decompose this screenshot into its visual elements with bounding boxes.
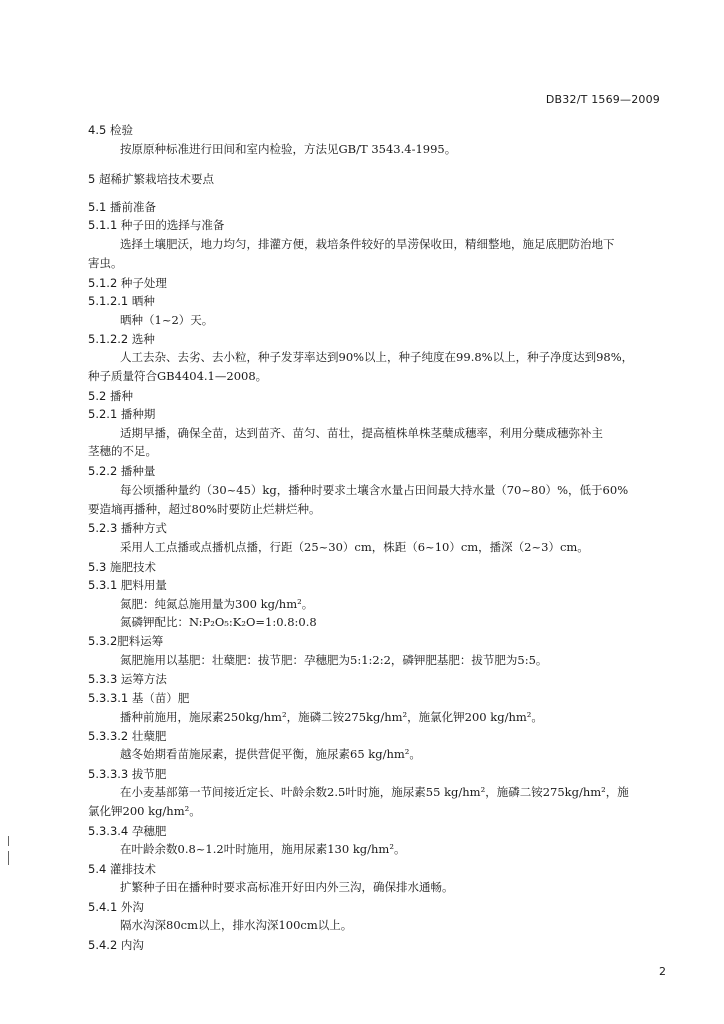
paragraph-line: 在小麦基部第一节间接近定长、叶龄余数2.5叶时施，施尿素55 kg/hm²，施磷二铵275kg/hm²，施 <box>120 785 629 799</box>
section-heading: 5.3.3.3 拔节肥 <box>88 767 167 781</box>
section-heading: 4.5 检验 <box>88 123 133 137</box>
section-heading: 5.1.1 种子田的选择与准备 <box>88 218 225 232</box>
paragraph-line: 越冬始期看苗施尿素，提供营促平衡，施尿素65 kg/hm²。 <box>120 747 421 761</box>
section-heading: 5 超稀扩繁栽培技术要点 <box>88 172 214 186</box>
section-heading: 5.3.3 运筹方法 <box>88 672 167 686</box>
paragraph-line: 在叶龄余数0.8~1.2叶时施用，施用尿素130 kg/hm²。 <box>120 842 406 856</box>
section-heading: 5.3.3.4 孕穗肥 <box>88 824 167 838</box>
section-heading: 5.3.1 肥料用量 <box>88 578 167 592</box>
section-heading: 5.1.2.1 晒种 <box>88 294 155 308</box>
paragraph-line: 播种前施用，施尿素250kg/hm²，施磷二铵275kg/hm²，施氯化钾200 kg/hm²。 <box>120 710 543 724</box>
paragraph-line: 扩繁种子田在播种时要求高标准开好田内外三沟，确保排水通畅。 <box>120 880 454 894</box>
scan-margin-mark <box>8 836 9 846</box>
paragraph-line: 要造墒再播种，超过80%时要防止烂耕烂种。 <box>88 502 321 516</box>
paragraph-line: 茎穗的不足。 <box>88 444 157 458</box>
paragraph-line: 害虫。 <box>88 256 123 270</box>
paragraph-line: 人工去杂、去劣、去小粒，种子发芽率达到90%以上，种子纯度在99.8%以上，种子净度达到98%， <box>120 350 634 364</box>
section-heading: 5.2.1 播种期 <box>88 407 156 421</box>
page-number: 2 <box>659 965 666 978</box>
section-heading: 5.2 播种 <box>88 389 133 403</box>
section-heading: 5.1.2.2 选种 <box>88 332 155 346</box>
section-heading: 5.3.2肥料运筹 <box>88 634 164 648</box>
paragraph-line: 每公顷播种量约（30~45）kg，播种时要求土壤含水量占田间最大持水量（70~80）%，低于60% <box>120 483 629 497</box>
section-heading: 5.1.2 种子处理 <box>88 276 167 290</box>
paragraph-line: 氮肥施用以基肥：壮蘖肥：拔节肥：孕穗肥为5:1:2:2，磷钾肥基肥：拔节肥为5:5。 <box>120 653 548 667</box>
section-heading: 5.3 施肥技术 <box>88 560 156 574</box>
paragraph-line: 采用人工点播或点播机点播，行距（25~30）cm，株距（6~10）cm，播深（2~3）cm。 <box>120 540 589 554</box>
section-heading: 5.4.1 外沟 <box>88 900 144 914</box>
section-heading: 5.2.2 播种量 <box>88 464 156 478</box>
paragraph-line: 选择土壤肥沃，地力均匀，排灌方便，栽培条件较好的旱涝保收田，精细整地，施足底肥防治地下 <box>120 237 615 251</box>
section-heading: 5.3.3.2 壮蘖肥 <box>88 729 167 743</box>
section-heading: 5.4.2 内沟 <box>88 938 144 952</box>
paragraph-line: 晒种（1~2）天。 <box>120 313 214 327</box>
paragraph-line: 氯化钾200 kg/hm²。 <box>88 804 201 818</box>
section-heading: 5.3.3.1 基（苗）肥 <box>88 691 190 705</box>
section-heading: 5.2.3 播种方式 <box>88 521 167 535</box>
scan-margin-mark <box>8 851 9 865</box>
section-heading: 5.1 播前准备 <box>88 200 156 214</box>
paragraph-line: 适期早播，确保全苗，达到苗齐、苗匀、苗壮，提高植株单株茎蘖成穗率，利用分蘖成穗弥补主 <box>120 426 603 440</box>
paragraph-line: 隔水沟深80cm以上，排水沟深100cm以上。 <box>120 918 353 932</box>
paragraph-line: 氮磷钾配比：N:P₂O₅:K₂O=1:0.8:0.8 <box>120 615 317 629</box>
paragraph-line: 氮肥：纯氮总施用量为300 kg/hm²。 <box>120 597 314 611</box>
paragraph-line: 种子质量符合GB4404.1—2008。 <box>88 369 268 383</box>
section-heading: 5.4 灌排技术 <box>88 862 156 876</box>
document-code-header: DB32/T 1569—2009 <box>545 93 660 106</box>
paragraph-line: 按原原种标准进行田间和室内检验，方法见GB/T 3543.4-1995。 <box>120 142 457 156</box>
